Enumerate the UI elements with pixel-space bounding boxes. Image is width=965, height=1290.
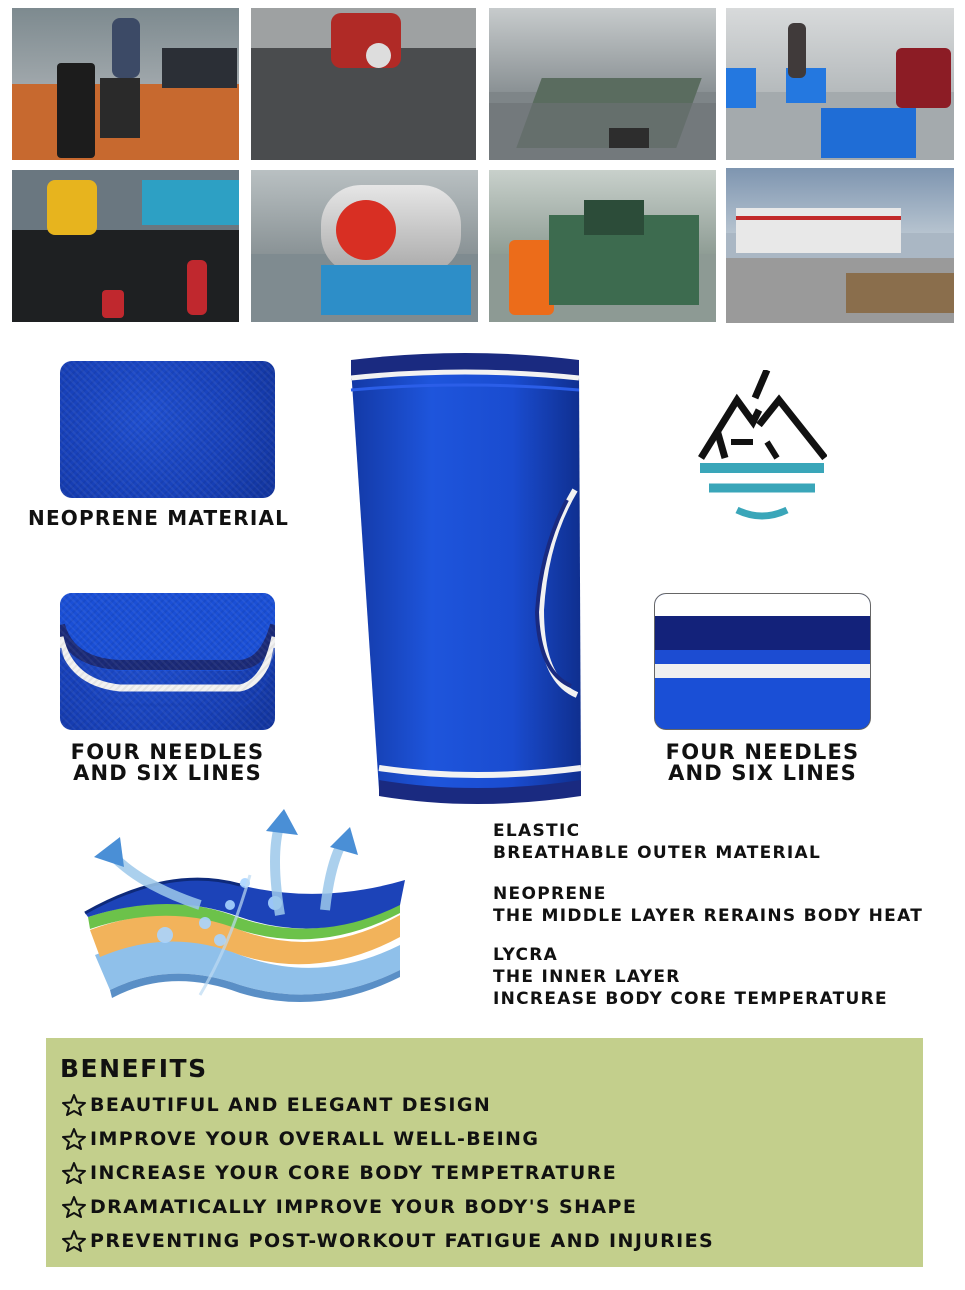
fabric-layers-illustration: [80, 805, 410, 1035]
benefits-title: BENEFITS: [60, 1054, 208, 1083]
middle-layer-desc: THE MIDDLE LAYER RERAINS BODY HEAT: [493, 906, 924, 926]
benefit-item: [62, 1162, 617, 1184]
benefit-item: [62, 1094, 491, 1116]
stitch-label-left: [60, 742, 275, 784]
neoprene-material-label: NEOPRENE MATERIAL: [28, 506, 290, 530]
factory-photo-sewing-workshop: [726, 8, 954, 160]
stitch-lines-left: [60, 593, 275, 730]
star-icon: [62, 1196, 86, 1218]
stitch-label-left-line1: FOUR NEEDLES: [70, 740, 265, 764]
benefit-item: [62, 1230, 714, 1252]
stitch-edge-swatch-left: [60, 593, 275, 730]
benefit-text: PREVENTING POST-WORKOUT FATIGUE AND INJURIES: [90, 1230, 715, 1252]
benefit-text: INCREASE YOUR CORE BODY TEMPETRATURE: [90, 1162, 618, 1184]
factory-photo-building-exterior: [726, 168, 954, 323]
star-icon: [62, 1162, 86, 1184]
benefit-text: DRAMATICALLY IMPROVE YOUR BODY'S SHAPE: [90, 1196, 638, 1218]
factory-photo-cutting-area: [12, 8, 239, 160]
inner-layer-desc1: THE INNER LAYER: [493, 967, 681, 987]
middle-layer-text: [493, 883, 923, 927]
benefits-panel: [46, 1038, 923, 1267]
factory-photo-assembly-line: [12, 170, 239, 322]
factory-photo-production-line: [489, 8, 716, 160]
knee-sleeve-product: [345, 350, 585, 810]
star-icon: [62, 1128, 86, 1150]
stitch-label-left-line2: AND SIX LINES: [73, 761, 262, 785]
middle-layer-title: NEOPRENE: [493, 884, 607, 904]
benefit-text: BEAUTIFUL AND ELEGANT DESIGN: [90, 1094, 492, 1116]
factory-photo-laminating-machine: [251, 170, 478, 322]
inner-layer-text: [493, 944, 888, 1010]
inner-layer-title: LYCRA: [493, 945, 559, 965]
factory-photo-fabric-cutting: [251, 8, 476, 160]
outer-layer-desc: BREATHABLE OUTER MATERIAL: [493, 843, 822, 863]
benefit-text: IMPROVE YOUR OVERALL WELL-BEING: [90, 1128, 540, 1150]
benefit-item: [62, 1128, 539, 1150]
inner-layer-desc2: INCREASE BODY CORE TEMPERATURE: [493, 989, 888, 1009]
star-icon: [62, 1230, 86, 1252]
star-icon: [62, 1094, 86, 1116]
stitch-label-right-line1: FOUR NEEDLES: [665, 740, 860, 764]
neoprene-swatch: [60, 361, 275, 498]
stitch-label-right-line2: AND SIX LINES: [668, 761, 857, 785]
factory-photo-press-machine: [489, 170, 716, 322]
stitch-edge-swatch-right: [654, 593, 871, 730]
stitch-label-right: [654, 742, 871, 784]
outer-layer-title: ELASTIC: [493, 821, 581, 841]
outer-layer-text: [493, 820, 821, 864]
benefit-item: [62, 1196, 637, 1218]
brand-logo-icon: [697, 370, 827, 520]
